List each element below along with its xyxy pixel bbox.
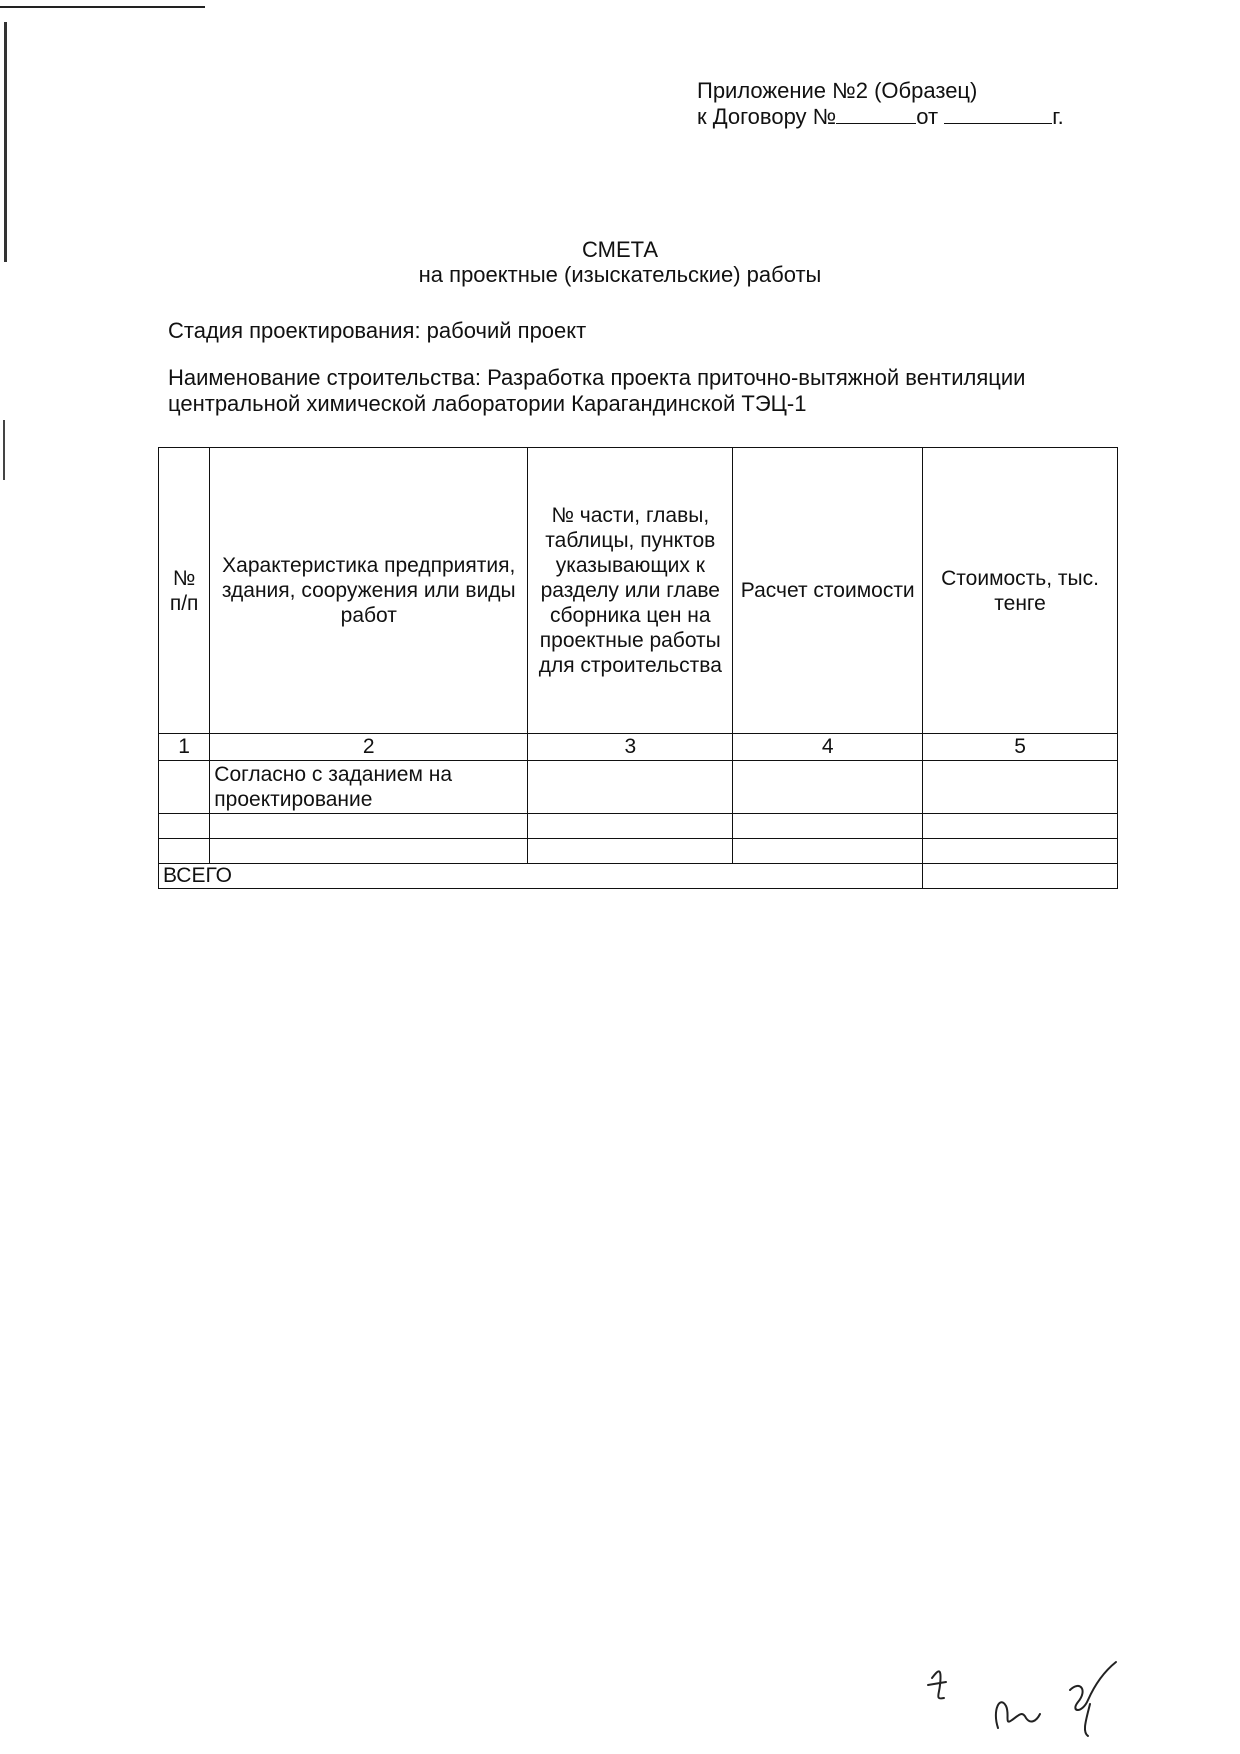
total-value: [923, 864, 1118, 889]
table-cell: [159, 839, 210, 864]
table-cell: [733, 761, 923, 814]
column-number: 4: [733, 734, 923, 761]
total-row: [159, 864, 1118, 889]
document-title: СМЕТА: [581, 237, 659, 262]
table-cell: [528, 761, 733, 814]
design-stage: Стадия проектирования: рабочий проект: [168, 318, 587, 343]
signature-mark: [1070, 1662, 1116, 1736]
contract-from: от: [916, 104, 939, 129]
scan-artifact-line: [0, 6, 205, 8]
contract-line: [697, 104, 1064, 130]
table-cell: [159, 761, 210, 814]
total-label: ВСЕГО: [159, 864, 923, 889]
table-row: [159, 814, 1118, 839]
scan-artifact-edge: [4, 22, 7, 262]
signature-mark: [996, 1702, 1040, 1728]
table-cell: Согласно с заданием на проектирование: [210, 761, 528, 814]
column-number: 5: [923, 734, 1118, 761]
table-cell: [923, 814, 1118, 839]
handwritten-signatures: [920, 1640, 1160, 1740]
table-cell: [159, 814, 210, 839]
contract-prefix: к Договору №: [697, 104, 837, 129]
column-header: Расчет стоимости: [733, 448, 923, 734]
table-cell: [210, 814, 528, 839]
column-header: Стоимость, тыс. тенге: [923, 448, 1118, 734]
column-number: 3: [528, 734, 733, 761]
column-header: № п/п: [159, 448, 210, 734]
contract-year-suffix: г.: [1052, 104, 1064, 129]
table-cell: [528, 839, 733, 864]
column-header: Характеристика предприятия, здания, сооружения или виды работ: [210, 448, 528, 734]
table-cell: [923, 839, 1118, 864]
column-number-row: [159, 734, 1118, 761]
contract-number-blank: [836, 105, 916, 124]
appendix-line: Приложение №2 (Образец): [697, 78, 978, 103]
document-subtitle: на проектные (изыскательские) работы: [418, 262, 822, 287]
column-number: 1: [159, 734, 210, 761]
table-cell: [733, 839, 923, 864]
signature-mark: [928, 1671, 946, 1698]
table-row: [159, 761, 1118, 814]
table-cell: [923, 761, 1118, 814]
construction-name: Наименование строительства: Разработка проекта приточно-вытяжной вентиляции центральной химической лаборатории Карагандинской ТЭЦ-1: [168, 365, 1026, 416]
table-cell: [733, 814, 923, 839]
table-cell: [210, 839, 528, 864]
column-number: 2: [210, 734, 528, 761]
table-cell: [528, 814, 733, 839]
scan-artifact-edge: [3, 420, 5, 480]
appendix-header: [697, 78, 1064, 130]
contract-date-blank: [944, 105, 1052, 124]
table-header-row: [159, 448, 1118, 734]
column-header: № части, главы, таблицы, пунктов указывающих к разделу или главе сборника цен на проектные работы для строительства: [528, 448, 733, 734]
estimate-table: [158, 447, 1118, 889]
table-row: [159, 839, 1118, 864]
